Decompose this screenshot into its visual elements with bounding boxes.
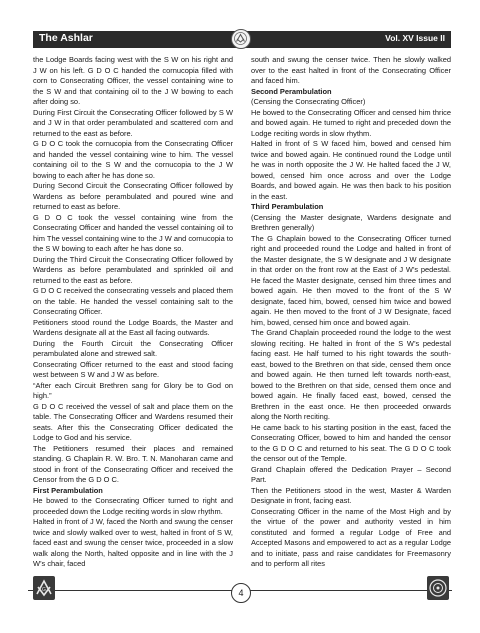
paragraph: The G Chaplain bowed to the Consecrating Officer turned right and proceeded round the Lodge and halted in front of the Master designate, the S W designate and J W designate in that order on the front row at the East of J W’s pedestal. He faced the Master designate, censed him three times and bowed again. He then moved to the front of the S W designate, faced him, bowed, censed him twice and bowed again. He then moved to the front of J W Designate, faced him, bowed, censed him once and bowed again.	[251, 233, 451, 327]
section-heading: Second Perambulation	[251, 86, 332, 96]
paragraph: G D O C took the cornucopia from the Consecrating Officer and handed the vessel containing wine to him. The vessel containing oil to the S W and the cornucopia to the J W bowing to each after he has done so.	[33, 139, 233, 180]
section-heading: First Perambulation	[33, 485, 103, 495]
page-number: 4	[231, 583, 251, 603]
paragraph: The Petitioners resumed their places and remained standing. G Chaplain R. W. Bro. T. N. Manoharan came and stood in front of the Consecrating Officer and received the Censor from the G D O C.	[33, 443, 233, 484]
paragraph: The Grand Chaplain proceeded round the lodge to the west slowing reciting. He halted in front of the S W’s pedestal facing east. He half turned to his right towards the south-east, bowed to the Brethren on that side, censed them once and bowed again. He then turned left towards north-east, bowed to the Brethren on that side, censed them once and bowed again. He finally faced east, bowed, censed the Brethren in the east once. He then proceeded onwards along the North reciting.	[251, 328, 451, 421]
paragraph: Halted in front of S W faced him, bowed and censed him twice and bowed again. He continued round the Lodge until he was in north opposite the J W. He halted faced the J W, bowed, censed him once across and over the Lodge Boards, and bowed again. He was then back to his position in the east.	[251, 139, 451, 201]
paragraph: During Second Circuit the Consecrating Officer followed by Wardens as before perambulated and poured wine and returned to east as before.	[33, 181, 233, 211]
paragraph: (Censing the Master designate, Wardens designate and Brethren generally)	[251, 212, 451, 232]
paragraph: Then the Petitioners stood in the west, Master & Warden Designate in front, facing east.	[251, 485, 451, 505]
paragraph: G D O C received the consecrating vessels and placed them on the table. He handed the vessel containing salt to the Consecrating Officer.	[33, 286, 233, 316]
paragraph: Consecrating Officer in the name of the Most High and by the virtue of the power and authority vested in him constituted and formed a regular Lodge of Free and Accepted Masons and empowered to act as a regular Lodge and to initiate, pass and raise candidates for Freemasonry and to perform all rites	[251, 506, 451, 568]
paragraph: G D O C took the vessel containing wine from the Consecrating Officer and handed the vessel containing oil to him The vessel containing wine to the J W and cornucopia to the S W bowing to each after he has done so.	[33, 212, 233, 253]
paragraph: “After each Circuit Brethren sang for Glory be to God on high.”	[33, 380, 233, 400]
paragraph: He bowed to the Consecrating Officer turned to right and proceeded down the Lodge reciting words in slow rhythm.	[33, 496, 233, 516]
paragraph: (Censing the Consecrating Officer)	[251, 97, 366, 106]
issue-label: Vol. XV Issue II	[385, 33, 445, 43]
svg-text:G: G	[42, 587, 46, 593]
paragraph: During First Circuit the Consecrating Officer followed by S W and J W in that order perambulated and scattered corn and returned to the east as before.	[33, 107, 233, 138]
paragraph: Petitioners stood round the Lodge Boards, the Master and Wardens designate all at the East all facing outwards.	[33, 317, 233, 337]
paragraph: During the Third Circuit the Consecrating Officer followed by Wardens as before perambulated and sprinkled oil and returned to the east as before.	[33, 254, 233, 285]
square-compass-icon	[33, 576, 55, 600]
paragraph: the Lodge Boards facing west with the S W on his right and J W on his left. G D O C handed the cornucopia filled with corn to Consecrating Officer, the vessel containing wine to the S W and that containing oil to the J W bowing to each after doing so.	[33, 55, 233, 106]
paragraph: south and swung the censer twice. Then he slowly walked over to the east halted in front of the Consecrating Officer and faced him.	[251, 55, 451, 85]
paragraph: Halted in front of J W, faced the North and swung the censer twice and slowly walked over to west, halted in front of S W, faced east and swung the censer twice, proceeded in a slow walk along the North, halted opposite and in line with the J W’s chair, faced	[33, 517, 233, 568]
right-column	[251, 55, 451, 570]
masonic-emblem-icon	[231, 29, 251, 49]
magazine-title: The Ashlar	[39, 32, 93, 44]
paragraph: He bowed to the Consecrating Officer and censed him thrice and bowed again. He turned to right and preceded down the Lodge reciting words in slow rhythm.	[251, 107, 451, 138]
paragraph: Consecrating Officer returned to the east and stood facing west between S W and J W as before.	[33, 359, 233, 379]
seal-emblem-icon	[427, 576, 449, 600]
paragraph: Grand Chaplain offered the Dedication Prayer – Second Part.	[251, 464, 451, 484]
paragraph: He came back to his starting position in the east, faced the Consecrating Officer, bowed to him and handed the censor to the G D O C and returned to his seat. The G D O C took the censor out of the Temple.	[251, 422, 451, 463]
left-column	[33, 55, 233, 570]
section-heading: Third Perambulation	[251, 202, 324, 211]
paragraph: G D O C received the vessel of salt and place them on the table. The Consecrating Officer and Wardens resumed their seats. After this the Consecrating Officer dedicated the Lodge to God and his service.	[33, 401, 233, 442]
paragraph: During the Fourth Circuit the Consecrating Officer perambulated alone and strewed salt.	[33, 338, 233, 358]
